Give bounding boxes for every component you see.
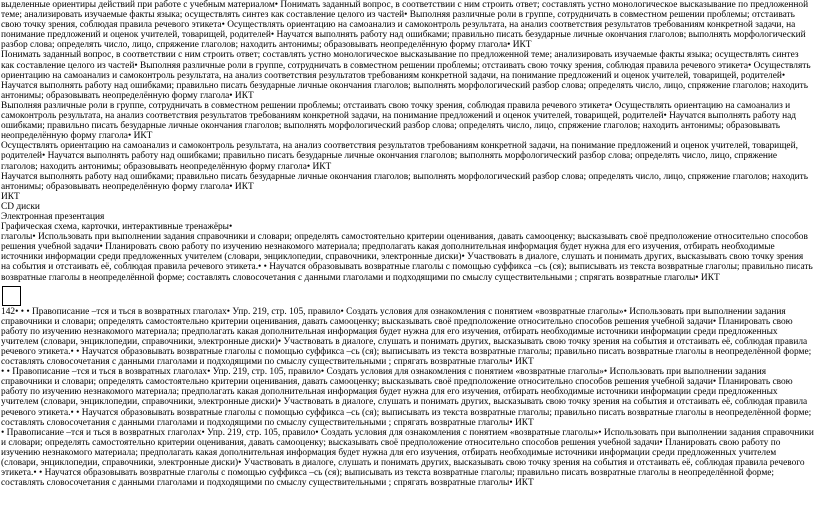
paragraph-1: выделенные ориентиры действий при работе с учебным материалом• Понимать заданный вопрос, в соответствии с ним строить ответ; составлять устно монологическое высказывание по предложенной теме; анализировать изучаемые факты языка; осуществлять синтез как составление целого из частей• Выполняя различные роли в группе, сотрудничать в совместном решении проблемы; отстаивать свою точку зрения, соблюдая правила речевого этикета• Осуществлять ориентацию на самоанализ и самоконтроль результата, на анализ соответствия результатов требованиям конкретной задачи, на понимание предложений и оценок учителей, товарищей, родителей• Научатся выполнять работу над ошибками; правильно писать безударные личные окончания глаголов; выполнять морфологический разбор слова; определять число, лицо, спряжение глаголов; находить антонимы; образовывать неопределённую форму глагола• ИКТ xyxy=(1,0,809,51)
paragraph-10: глаголы• Использовать при выполнении задания справочники и словари; определять самостоятельно критерии оценивания, давать самооценку; высказывать своё предположение относительно способов решения учебной задачи• Планировать свою работу по изучению незнакомого материала; предполагать какая дополнительная информация будет нужна для его изучения, отбирать необходимые источники информации среди предложенных учителем (словари, энциклопедии, справочники, электронные диски)• Участвовать в диалоге, слушать и понимать других, высказывать свою точку зрения на события и отстаивать её, соблюдая правила речевого этикета.• • Научатся образовывать возвратные глаголы с помощью суффикса –сь (ся); выписывать из текста возвратные глаголы; правильно писать возвратные глаголы в неопределённой форме; составлять словосочетания с данными глаголами и подходящими по смыслу существительными ; спрягать возвратные глаголы• ИКТ xyxy=(1,232,813,283)
paragraph-5: Научатся выполнять работу над ошибками; правильно писать безударные личные окончания глаголов; выполнять морфологический разбор слова; определять число, лицо, спряжение глаголов; находить антонимы; образовывать неопределённую форму глагола• ИКТ xyxy=(1,171,809,192)
paragraph-6: ИКТ xyxy=(1,191,20,202)
empty-table-cell xyxy=(2,286,21,306)
paragraph-3: Выполняя различные роли в группе, сотрудничать в совместном решении проблемы; отстаивать свою точку зрения, соблюдая правила речевого этикета• Осуществлять ориентацию на самоанализ и самоконтроль результата, на анализ соответствия результатов требованиям конкретной задачи, на понимание предложений и оценок учителей, товарищей, родителей• Научатся выполнять работу над ошибками; правильно писать безударные личные окончания глаголов; выполнять морфологический разбор слова; определять число, лицо, спряжение глаголов; находить антонимы; образовывать неопределённую форму глагола• ИКТ xyxy=(1,100,797,142)
paragraph-4: Осуществлять ориентацию на самоанализ и самоконтроль результата, на анализ соответствия результатов требованиям конкретной задачи, на понимание предложений и оценок учителей, товарищей, родителей• Научатся выполнять работу над ошибками; правильно писать безударные личные окончания глаголов; выполнять морфологический разбор слова; определять число, лицо, спряжение глаголов; находить антонимы; образовывать неопределённую форму глагола• ИКТ xyxy=(1,141,798,172)
paragraph-2: Понимать заданный вопрос, в соответствии с ним строить ответ; составлять устно монологическое высказывание по предложенной теме; анализировать изучаемые факты языка; осуществлять синтез как составление целого из частей• Выполняя различные роли в группе, сотрудничать в совместном решении проблемы; отстаивать свою точку зрения, соблюдая правила речевого этикета• Осуществлять ориентацию на самоанализ и самоконтроль результата, на анализ соответствия результатов требованиям конкретной задачи, на понимание предложений и оценок учителей, товарищей, родителей• Научатся выполнять работу над ошибками; правильно писать безударные личные окончания глаголов; выполнять морфологический разбор слова; определять число, лицо, спряжение глаголов; находить антонимы; образовывать неопределённую форму глагола• ИКТ xyxy=(1,50,811,101)
paragraph-11: 142• • • Правописание –тся и ться в возвратных глаголах• Упр. 219, стр. 105, правило• Создать условия для ознакомления с понятием «возвратные глаголы»• Использовать при выполнении задания справочники и словари; определять самостоятельно критерии оценивания, давать самооценку; высказывать своё предположение относительно способов решения учебной задачи• Планировать свою работу по изучению незнакомого материала; предполагать какая дополнительная информация будет нужна для его изучения, отбирать необходимые источники информации среди предложенных учителем (словари, энциклопедии, справочники, электронные диски)• Участвовать в диалоге, слушать и понимать других, высказывать свою точку зрения на события и отстаивать её, соблюдая правила речевого этикета.• • Научатся образовывать возвратные глаголы с помощью суффикса –сь (ся); выписывать из текста возвратные глаголы; правильно писать возвратные глаголы в неопределённой форме; составлять словосочетания с данными глаголами и подходящими по смыслу существительными ; спрягать возвратные глаголы• ИКТ xyxy=(1,306,812,368)
paragraph-9: Графическая схема, карточки, интерактивные тренажёры• xyxy=(1,222,233,233)
paragraph-13: • Правописание –тся и ться в возвратных глаголах• Упр. 219, стр. 105, правило• Создать условия для ознакомления с понятием «возвратные глаголы»• Использовать при выполнении задания справочники и словари; определять самостоятельно критерии оценивания, давать самооценку; высказывать своё предположение относительно способов решения учебной задачи• Планировать свою работу по изучению незнакомого материала; предполагать какая дополнительная информация будет нужна для его изучения, отбирать необходимые источники информации среди предложенных учителем (словари, энциклопедии, справочники, электронные диски)• Участвовать в диалоге, слушать и понимать других, высказывать свою точку зрения на события и отстаивать её, соблюдая правила речевого этикета.• • Научатся образовывать возвратные глаголы с помощью суффикса –сь (ся); выписывать из текста возвратные глаголы; правильно писать возвратные глаголы в неопределённой форме; составлять словосочетания с данными глаголами и подходящими по смыслу существительными ; спрягать возвратные глаголы• ИКТ xyxy=(1,427,814,489)
paragraph-7: CD диски xyxy=(1,201,40,212)
paragraph-12: • • Правописание –тся и ться в возвратных глаголах• Упр. 219, стр. 105, правило• Создать условия для ознакомления с понятием «возвратные глаголы»• Использовать при выполнении задания справочники и словари; определять самостоятельно критерии оценивания, давать самооценку; высказывать своё предположение относительно способов решения учебной задачи• Планировать свою работу по изучению незнакомого материала; предполагать какая дополнительная информация будет нужна для его изучения, отбирать необходимые источники информации среди предложенных учителем (словари, энциклопедии, справочники, электронные диски)• Участвовать в диалоге, слушать и понимать других, высказывать свою точку зрения на события и отстаивать её, соблюдая правила речевого этикета.• • Научатся образовывать возвратные глаголы с помощью суффикса –сь (ся); выписывать из текста возвратные глаголы; правильно писать возвратные глаголы в неопределённой форме; составлять словосочетания с данными глаголами и подходящими по смыслу существительными ; спрягать возвратные глаголы• ИКТ xyxy=(1,367,812,428)
paragraph-8: Электронная презентация xyxy=(1,211,105,222)
